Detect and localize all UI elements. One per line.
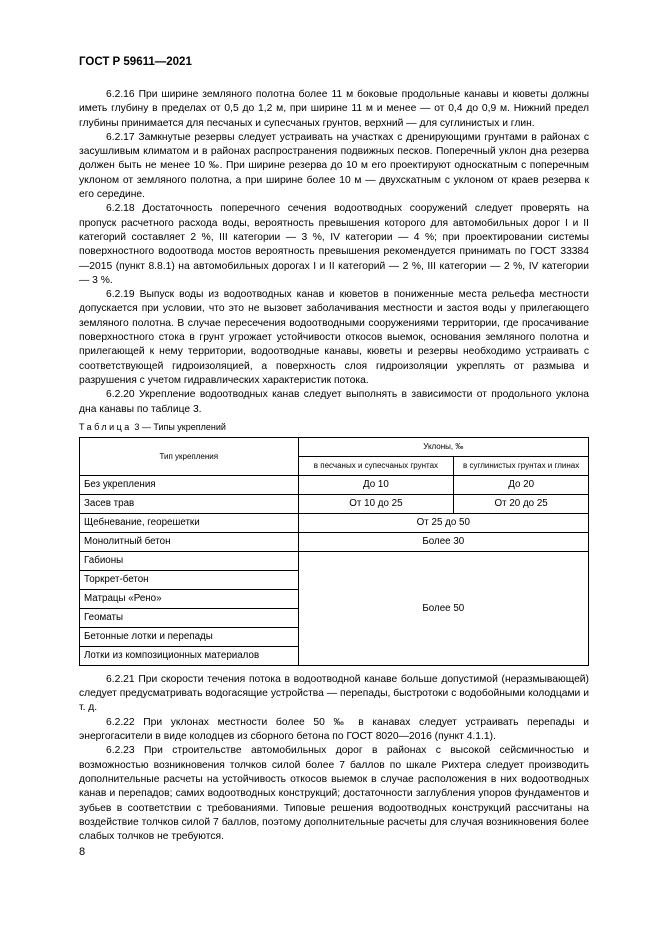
- table-row: [80, 532, 589, 551]
- cell-group-value: Более 50: [298, 551, 588, 665]
- paragraph-6-2-23: 6.2.23 При строительстве автомобильных дорог в районах с высокой сейсмичностью и возможностью возникновения толчков силой более 7 баллов по шкале Рихтера следует производить дополнительные расчеты на устойчивость откосов выемок в случае расположения в них водоотводных канав и перепадов; самих водоотводных конструкций; достаточности заглубления упоров фундаментов и зубьев в соответствии с требованиями. Типовые решения водоотводных конструкций рассчитаны на воздействие толчков силой 7 баллов, поэтому дополнительные расчеты для случая возникновения более слабых толчков не требуются.: [79, 745, 589, 843]
- table-row: [80, 551, 589, 570]
- cell-type: Лотки из композиционных материалов: [80, 646, 299, 665]
- header-sandy-soils: в песчаных и супесчаных грунтах: [298, 456, 454, 475]
- cell-type: Щебневание, георешетки: [80, 513, 299, 532]
- paragraph-6-2-19: 6.2.19 Выпуск воды из водоотводных канав и кюветов в пониженные места рельефа местности допускается при условии, что это не вызовет заболачивания местности и застоя воды у прилегающего земляного полотна. В случае пересечения водоотводными сооружениями территории, где просачивание поверхностного стока в грунт угрожает устойчивости откосов выемок, основания земляного полотна и прилегающей к нему территории, водоотводные канавы, кюветы и резервы необходимо устраивать с соответствующей гидроизоляцией, а поверхность слоя гидроизоляции укреплять от размыва и разрушения с учетом гидравлических характеристик потока.: [79, 289, 589, 386]
- paragraph-6-2-18: 6.2.18 Достаточность поперечного сечения водоотводных сооружений следует проверять на пропуск расчетного расхода воды, вероятность превышения которого для автомобильных дорог I и II категорий составляет 2 %, III категории — 3 %, IV категории — 4 %; при проектировании системы поверхностного водоотвода мостов вероятность превышения рекомендуется принимать по ГОСТ 33384—2015 (пункт 8.8.1) на автомобильных дорогах I и II категорий — 2 %, III категории — 2 %, IV категории — 3 %.: [79, 203, 589, 286]
- header-reinforcement-type: Тип укрепления: [80, 437, 299, 475]
- table-row: [80, 475, 589, 494]
- paragraph-6-2-22: 6.2.22 При уклонах местности более 50 ‰ в канавах следует устраивать перепады и энергогасители в виде колодцев из сборного бетона по ГОСТ 8020—2016 (пункт 4.1.1).: [79, 716, 589, 743]
- table-caption-title: 3 — Типы укреплений: [134, 421, 226, 432]
- table-row: [80, 513, 589, 532]
- document-body: [79, 88, 589, 844]
- cell-type: Матрацы «Рено»: [80, 589, 299, 608]
- cell-value: От 25 до 50: [298, 513, 588, 532]
- cell-type: Засев трав: [80, 494, 299, 513]
- paragraph-6-2-20: 6.2.20 Укрепление водоотводных канав следует выполнять в зависимости от продольного уклона дна канавы по таблице 3.: [79, 389, 589, 415]
- cell-sand: От 10 до 25: [298, 494, 454, 513]
- cell-type: Геоматы: [80, 608, 299, 627]
- cell-type: Без укрепления: [80, 475, 299, 494]
- table-header-row: [80, 437, 589, 456]
- document-header: ГОСТ Р 59611—2021: [79, 56, 192, 68]
- cell-value: Более 30: [298, 532, 588, 551]
- cell-type: Торкрет-бетон: [80, 570, 299, 589]
- cell-type: Бетонные лотки и перепады: [80, 627, 299, 646]
- reinforcement-table: [79, 437, 589, 666]
- paragraph-6-2-17: 6.2.17 Замкнутые резервы следует устраивать на участках с дренирующими грунтами в районах с засушливым климатом и в районах распространения подвижных песков. Поперечный уклон дна резерва должен быть не менее 10 ‰. При ширине резерва до 10 м его проектируют односкатным с поперечным уклоном от земляного полотна, а при ширине более 10 м — двухскатным с уклоном от краев резерва к его середине.: [79, 131, 589, 201]
- header-slopes: Уклоны, ‰: [298, 437, 588, 456]
- paragraph-6-2-16: 6.2.16 При ширине земляного полотна более 11 м боковые продольные канавы и кюветы должны иметь глубину в пределах от 0,5 до 1,2 м, при ширине 11 м и менее — от 0,4 до 0,9 м. Нижний предел глубины принимается для песчаных и супесчаных грунтов, верхний — для суглинистых и глин.: [79, 89, 589, 129]
- cell-clay: От 20 до 25: [454, 494, 589, 513]
- cell-type: Габионы: [80, 551, 299, 570]
- paragraph-6-2-21: 6.2.21 При скорости течения потока в водоотводной канаве больше допустимой (неразмывающей) следует предусматривать водогасящие устройства — перепады, быстротоки с водобойными колодцами и т. д.: [79, 673, 589, 714]
- cell-sand: До 10: [298, 475, 454, 494]
- table-caption-word: Таблица: [79, 421, 132, 432]
- page-number: 8: [79, 846, 86, 858]
- header-clay-soils: в суглинистых грунтах и глинах: [454, 456, 589, 475]
- table-row: [80, 494, 589, 513]
- cell-type: Монолитный бетон: [80, 532, 299, 551]
- cell-clay: До 20: [454, 475, 589, 494]
- table-caption: [79, 422, 589, 432]
